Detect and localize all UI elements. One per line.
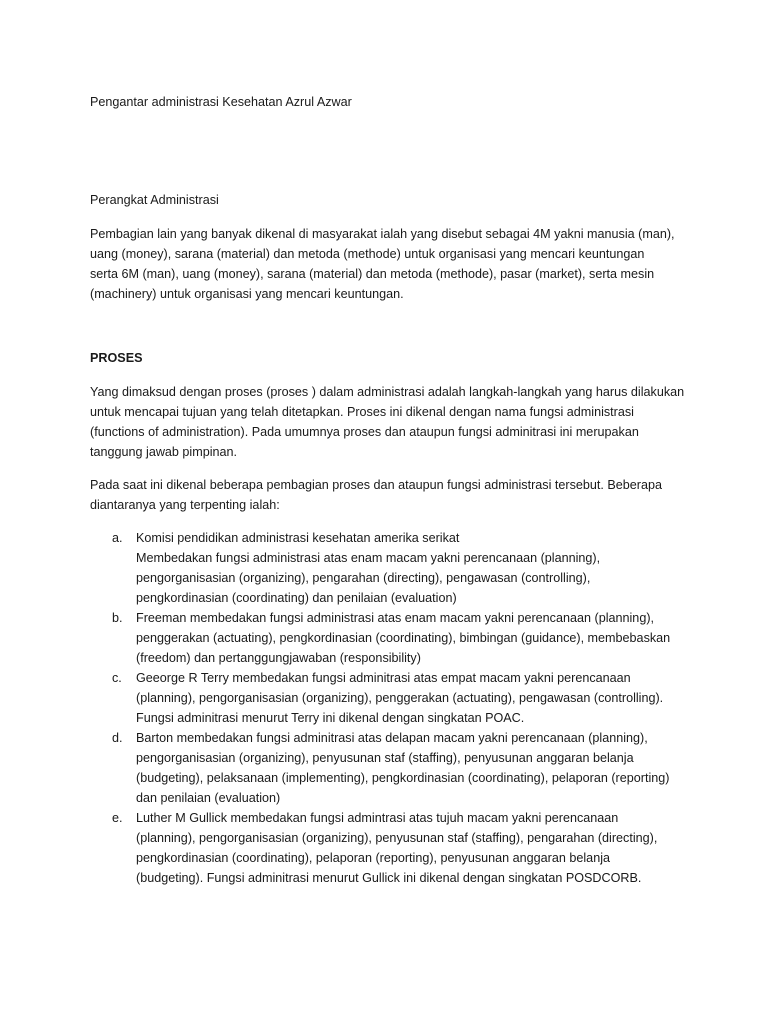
function-list [90,528,690,888]
paragraph-line: untuk mencapai tujuan yang telah ditetapkan. Proses ini dikenal dengan nama fungsi administrasi [90,405,634,419]
paragraph-proses-intro [90,475,690,515]
paragraph-proses-definition [90,382,690,462]
list-marker: d. [112,731,123,745]
list-line: Barton membedakan fungsi adminitrasi atas delapan macam yakni perencanaan (planning), [136,731,648,745]
list-line: dan penilaian (evaluation) [136,791,281,805]
list-line: (budgeting). Fungsi adminitrasi menurut Gullick ini dikenal dengan singkatan POSDCORB. [136,871,642,885]
list-marker: c. [112,671,122,685]
list-item [90,528,690,608]
list-line: Fungsi adminitrasi menurut Terry ini dikenal dengan singkatan POAC. [136,711,525,725]
list-line: pengorganisasian (organizing), pengarahan (directing), pengawasan (controlling), [136,571,591,585]
paragraph-line: diantaranya yang terpenting ialah: [90,498,280,512]
list-line: (budgeting), pelaksanaan (implementing), pengkordinasian (coordinating), pelaporan (reporting) [136,771,670,785]
list-marker: b. [112,611,123,625]
list-line: Luther M Gullick membedakan fungsi admintrasi atas tujuh macam yakni perencanaan [136,811,619,825]
list-line: (planning), pengorganisasian (organizing), penyusunan staf (staffing), pengarahan (directing), [136,831,658,845]
paragraph-line: (functions of administration). Pada umumnya proses dan ataupun fungsi adminitrasi ini merupakan [90,425,639,439]
paragraph-perangkat [90,224,690,304]
list-item [90,808,690,888]
list-item [90,728,690,808]
list-marker: a. [112,531,123,545]
list-item [90,608,690,668]
list-line: Geeorge R Terry membedakan fungsi adminitrasi atas empat macam yakni perencanaan [136,671,631,685]
list-line: Freeman membedakan fungsi administrasi atas enam macam yakni perencanaan (planning), [136,611,655,625]
paragraph-line: tanggung jawab pimpinan. [90,445,238,459]
section-heading: Perangkat Administrasi [90,193,219,207]
paragraph-line: Yang dimaksud dengan proses (proses ) dalam administrasi adalah langkah-langkah yang harus dilakukan [90,385,685,399]
paragraph-line: Pembagian lain yang banyak dikenal di masyarakat ialah yang disebut sebagai 4M yakni manusia (man), [90,227,675,241]
paragraph-line: (machinery) untuk organisasi yang mencari keuntungan. [90,287,404,301]
paragraph-line: serta 6M (man), uang (money), sarana (material) dan metoda (methode), pasar (market), serta mesin [90,267,655,281]
paragraph-line: Pada saat ini dikenal beberapa pembagian proses dan ataupun fungsi administrasi tersebut. Beberapa [90,478,663,492]
list-marker: e. [112,811,123,825]
list-line: pengorganisasian (organizing), penyusunan staf (staffing), penyusunan anggaran belanja [136,751,634,765]
list-item [90,668,690,728]
list-line: pengkordinasian (coordinating), pelaporan (reporting), penyusunan anggaran belanja [136,851,610,865]
document-title: Pengantar administrasi Kesehatan Azrul Azwar [90,95,352,109]
list-line: (planning), pengorganisasian (organizing), penggerakan (actuating), pengawasan (controlling). [136,691,664,705]
list-line: Membedakan fungsi administrasi atas enam macam yakni perencanaan (planning), [136,551,601,565]
list-line: pengkordinasian (coordinating) dan penilaian (evaluation) [136,591,457,605]
paragraph-line: uang (money), sarana (material) dan metoda (methode) untuk organisasi yang mencari keuntungan [90,247,645,261]
proses-heading: PROSES [90,351,143,365]
list-line: (freedom) dan pertanggungjawaban (responsibility) [136,651,421,665]
list-line: penggerakan (actuating), pengkordinasian (coordinating), bimbingan (guidance), membebaskan [136,631,671,645]
list-line: Komisi pendidikan administrasi kesehatan amerika serikat [136,531,460,545]
